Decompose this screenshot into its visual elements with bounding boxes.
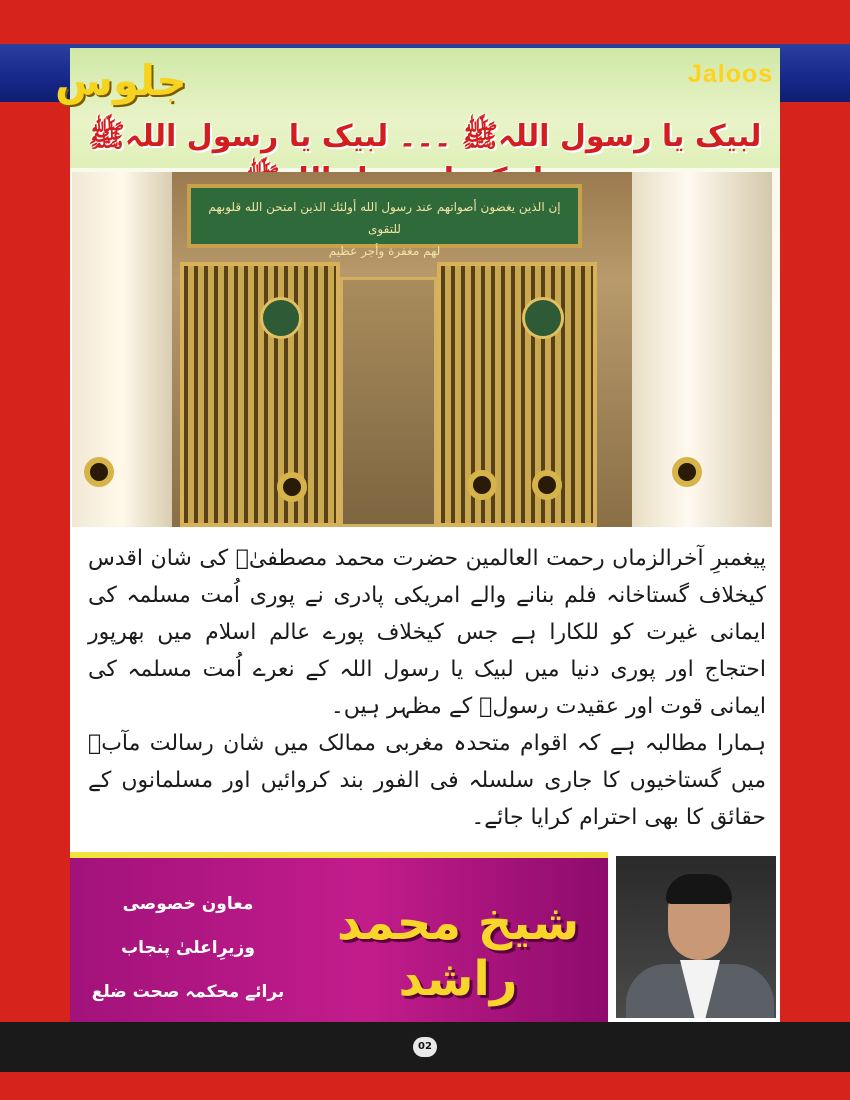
shrine-photo	[72, 172, 772, 527]
photo-ring-5	[672, 457, 702, 487]
photo-pillar-right	[632, 172, 772, 527]
photo-inscription-line1: إن الذين يغضون أصواتهم عند رسول الله أولئك الذين امتحن الله قلوبهم للتقوى	[208, 200, 561, 236]
photo-gate-left	[180, 262, 340, 527]
brand-name-english: Jaloos	[688, 60, 774, 88]
photo-ring-1	[84, 457, 114, 487]
official-title-line2: برائے محکمہ صحت ضلع	[91, 982, 285, 1002]
official-name: شیخ محمد راشد	[336, 895, 580, 1007]
photo-gate-right	[437, 262, 597, 527]
photo-ring-3	[467, 470, 497, 500]
photo-ring-4	[532, 470, 562, 500]
article-paragraph-2: ہمارا مطالبہ ہے کہ اقوام متحدہ مغربی ممالک میں شان رسالت مآبؐ میں گستاخیوں کا جاری سلسلہ فی الفور بند کروائیں اور مسلمانوں کے حقائق کا بھی احترام کرایا جائے۔	[88, 731, 766, 830]
slogan-heading: لبیک یا رسول اللہﷺ ۔۔۔ لبیک یا رسول اللہﷺ	[88, 119, 762, 154]
brand-name-urdu: جلوس	[55, 56, 187, 105]
photo-ring-2	[277, 472, 307, 502]
article-body	[88, 540, 766, 836]
photo-medallion-right	[522, 297, 564, 339]
photo-center-panel	[340, 277, 437, 527]
page-number: 02	[413, 1037, 437, 1057]
photo-inscription-line2: لهم مغفرة وأجر عظيم	[328, 244, 441, 258]
photo-medallion-left	[260, 297, 302, 339]
photo-inscription-plaque	[187, 184, 582, 258]
official-title-line1: معاون خصوصی وزیرِاعلیٰ پنجاب	[121, 894, 255, 958]
portrait-hair	[666, 874, 732, 904]
article-paragraph-1: پیغمبرِ آخرالزماں رحمت العالمین حضرت محمد مصطفیٰؐ کی شان اقدس کیخلاف گستاخانہ فلم بنانے والے امریکی پادری نے پوری اُمت مسلمہ کی ایمانی غیرت کو للکارا ہے جس کیخلاف پورے عالم اسلام میں بھرپور احتجاج اور پوری دنیا میں لبیک یا رسول اللہ کے نعرے اُمت مسلمہ کی ایمانی قوت اور عقیدت رسولؐ کے مظہر ہیں۔	[88, 546, 766, 719]
official-portrait	[612, 852, 780, 1022]
